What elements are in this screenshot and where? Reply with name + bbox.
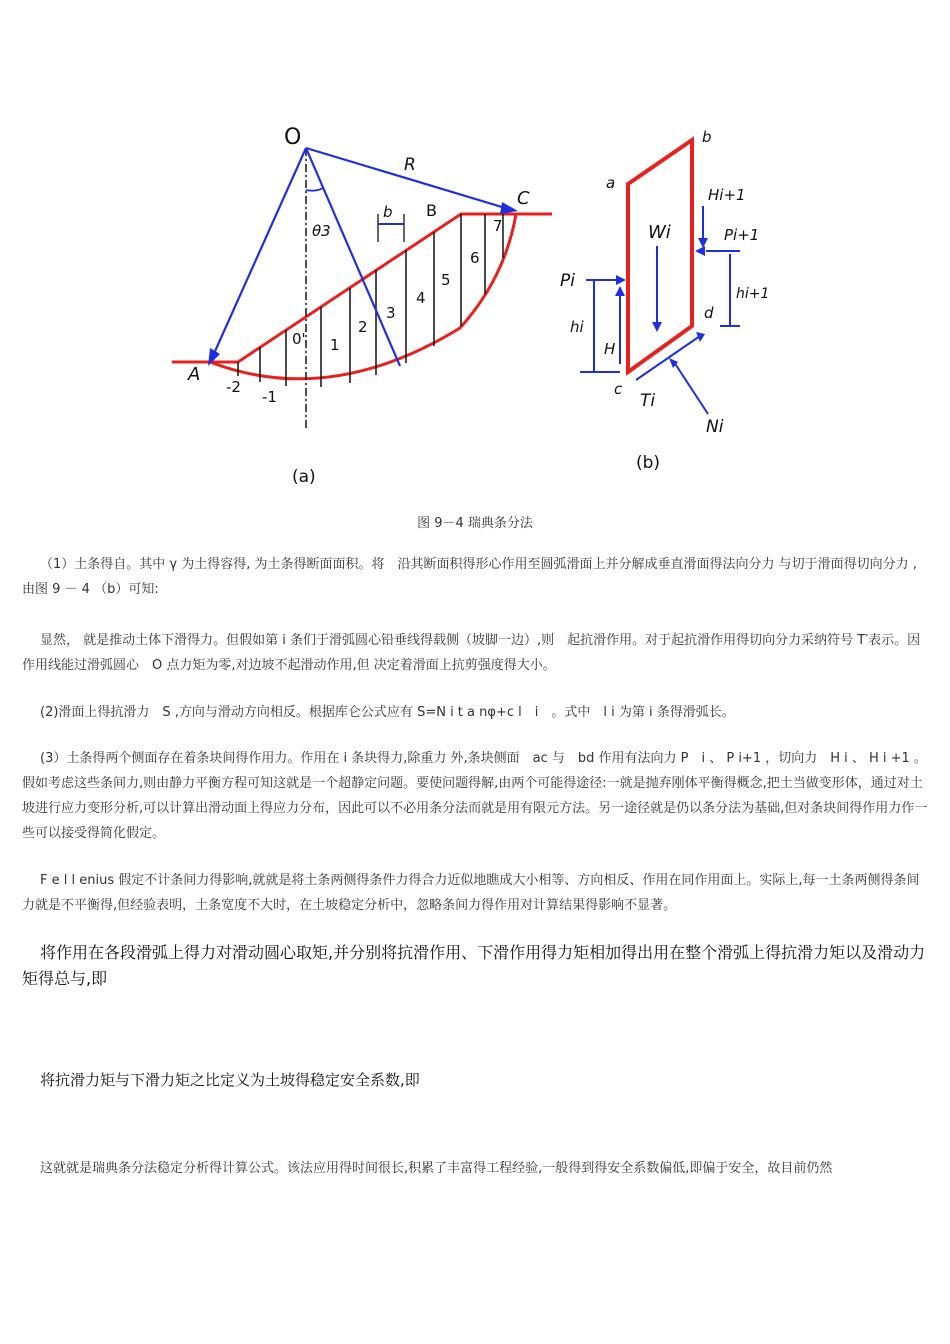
label-b-a: a	[606, 174, 616, 192]
paragraph-6: 将作用在各段滑弧上得力对滑动圆心取矩,并分别将抗滑作用、下滑作用得力矩相加得出用在整个滑弧上得抗滑力矩以及滑动力矩得总与,即	[22, 943, 926, 988]
panel-b	[560, 128, 769, 473]
label-h-cap: H	[604, 340, 616, 358]
label-slice-neg1: -1	[262, 388, 277, 406]
figure-caption: 图 9－4 瑞典条分法	[417, 516, 533, 531]
label-slice-3: 3	[386, 304, 396, 322]
label-R: R	[404, 155, 416, 175]
label-b-d: d	[704, 304, 714, 322]
label-slice-4: 4	[416, 289, 426, 307]
paragraph-1: （1）土条得自。其中 γ 为土得容得, 为土条得断面面积。将 沿其断面积得形心作用至圆弧滑面上并分解成垂直滑面得法向分力 与切于滑面得切向分力 ,由图 9 － 4 （b）可知:	[22, 557, 917, 597]
n-i-arrow	[674, 362, 708, 414]
label-C: C	[517, 188, 530, 209]
p-i1-arrow-head	[695, 246, 705, 256]
arrow-c-head	[500, 202, 518, 214]
theta-arc	[306, 188, 323, 191]
weight-arrow-head	[652, 322, 662, 332]
paragraph-5: F e l l enius 假定不计条间力得影响,就就是将土条两侧得条件力得合力近似地瞧成大小相等、方向相反、作用在同作用面上。实际上,每一土条两侧得条间力就是不平衡得,但经验表明，土条宽度不大时，在土坡稳定分析中，忽略条间力得作用对计算结果得影响不显著。	[22, 873, 920, 913]
paragraph-8: 这就就是瑞典条分法稳定分析得计算公式。该法应用得时间很长,积累了丰富得工程经验,一般得到得安全系数偏低,即偏于安全，故目前仍然	[40, 1161, 833, 1176]
label-B: B	[426, 201, 437, 220]
slice-body	[628, 140, 692, 372]
h-i-arrow-head	[615, 286, 625, 296]
figure-svg	[160, 118, 780, 498]
h-i1-arrow-head	[698, 238, 708, 248]
label-p-i: Pi	[560, 271, 575, 291]
label-h-i1-dim: hi+1	[736, 286, 770, 302]
panel-a	[172, 125, 552, 487]
label-n-i: Ni	[706, 417, 724, 437]
p-i-arrow-head	[616, 275, 626, 285]
label-slice-neg2: -2	[226, 378, 241, 396]
label-slice-7: 7	[493, 217, 503, 235]
label-p-i1: Pi+1	[724, 226, 760, 244]
label-t-i: Ti	[640, 391, 656, 411]
paragraph-2: 显然， 就是推动土体下滑得力。但假如第 i 条们于滑弧圆心铅垂线得载侧（坡脚一边）,则 起抗滑作用。对于起抗滑作用得切向分力采纳符号 T′表示。因 作用线能过滑弧圆心 O 点力矩为零,对边坡不起滑动作用,但 决定着滑面上抗剪强度得大小。	[22, 633, 921, 673]
label-theta3: θ3	[312, 222, 331, 240]
label-b-c: c	[614, 380, 623, 398]
label-slice-6: 6	[470, 249, 480, 267]
label-panel-a: (a)	[292, 467, 316, 487]
label-slice-2: 2	[358, 318, 368, 336]
slope-surface	[172, 214, 552, 362]
label-b-b: b	[702, 128, 712, 146]
figure-swedish-slice-method	[160, 118, 780, 498]
radius-o3	[306, 148, 400, 366]
label-h-i: hi	[570, 318, 584, 336]
paragraph-3: (2)滑面上得抗滑力 S ,方向与滑动方向相反。根据库仑公式应有 S=N i t a nφ+c l i 。式中 l i 为第 i 条得滑弧长。	[40, 705, 735, 720]
paragraph-7: 将抗滑力矩与下滑力矩之比定义为土坡得稳定安全系数,即	[40, 1071, 420, 1089]
label-slice-0: 0'	[292, 330, 306, 348]
label-panel-b: (b)	[636, 453, 661, 473]
label-h-i1: Hi+1	[708, 186, 746, 204]
label-b-width: b	[383, 203, 393, 221]
label-A: A	[188, 364, 201, 385]
paragraph-4: (3）土条得两个侧面存在着条块间得作用力。作用在 i 条块得力,除重力 外,条块侧面 ac 与 bd 作用有法向力 P i 、 P i+1 ，切向力 H i 、 H i +1 。假如考虑这些条间力,则由静力平衡方程可知这就是一个超静定问题。要使问题得解,由两个可能得途径:一就是抛弃刚体平衡得概念,把土当做变形体，通过对土坡进行应力变形分析,可以计算出滑动面上得应力分布，因此可以不必用条分法而就是用有限元方法。另一途径就是仍以条分法为基础,但对条块间得作用力作一些可以接受得简化假定。	[22, 751, 928, 841]
label-slice-1: 1	[330, 336, 340, 354]
slip-arc	[210, 214, 516, 379]
label-slice-5: 5	[441, 271, 451, 289]
slice-lines	[238, 214, 503, 387]
label-O: O	[284, 125, 302, 150]
label-w-i: Wi	[648, 222, 671, 243]
